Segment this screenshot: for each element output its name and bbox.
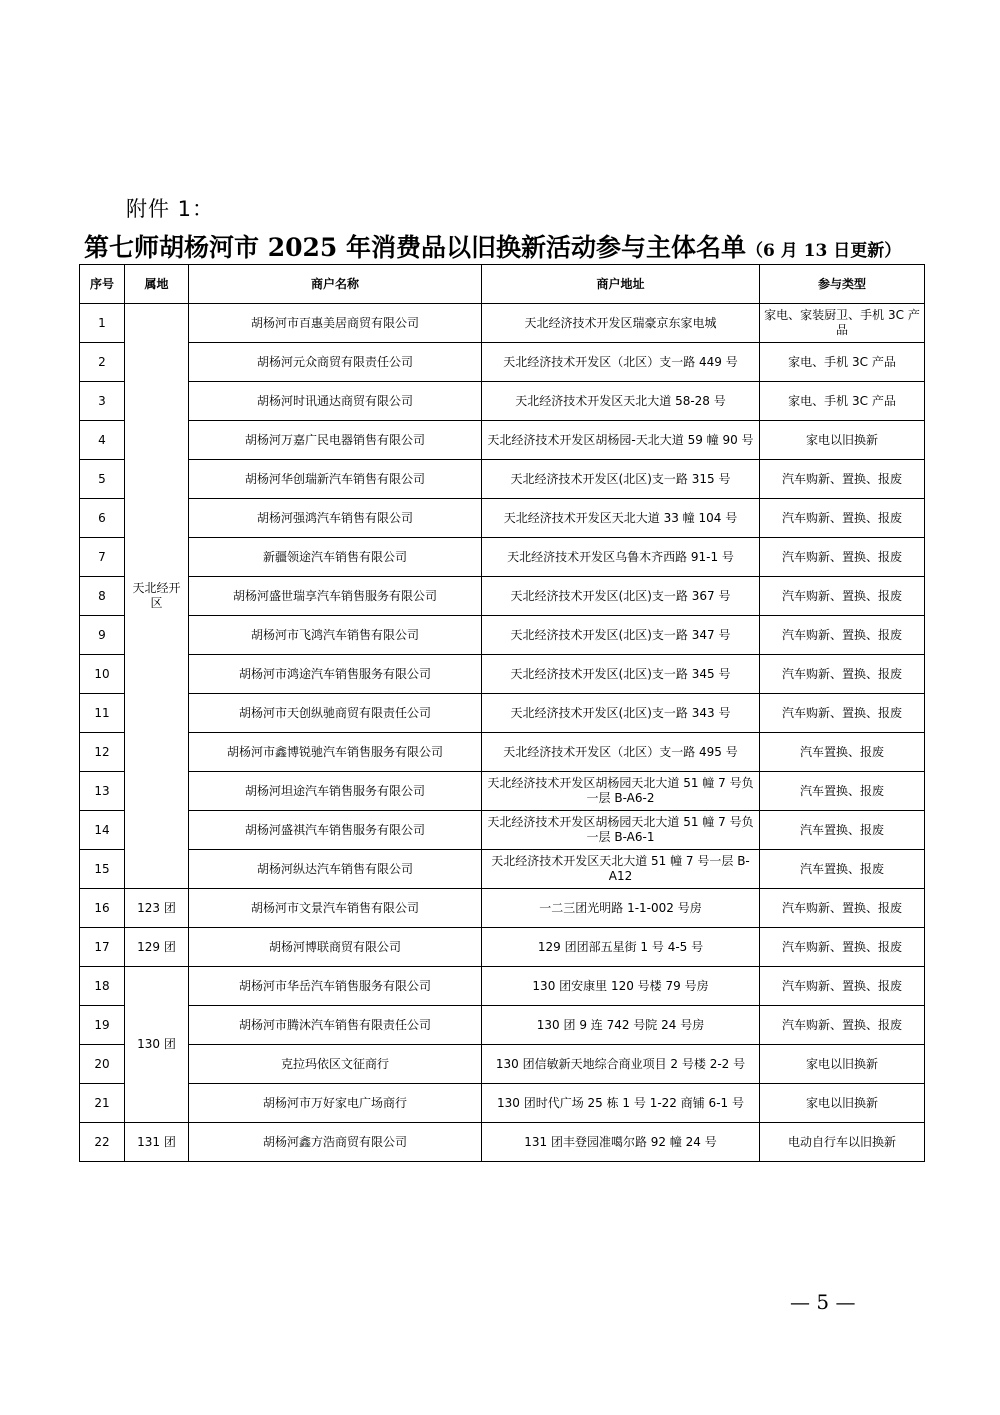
document-title: [84, 228, 984, 264]
row-number: 4: [80, 421, 125, 460]
row-number: 7: [80, 538, 125, 577]
table-row: [80, 811, 925, 850]
row-number: 8: [80, 577, 125, 616]
merchant-address: 天北经济技术开发区（北区）支一路 495 号: [482, 733, 760, 772]
merchant-name: 胡杨河时讯通达商贸有限公司: [189, 382, 482, 421]
participation-type: 汽车购新、置换、报废: [760, 460, 925, 499]
merchant-name: 胡杨河市华岳汽车销售服务有限公司: [189, 967, 482, 1006]
merchant-name: 胡杨河万嘉广民电器销售有限公司: [189, 421, 482, 460]
merchant-address: 天北经济技术开发区天北大道 33 幢 104 号: [482, 499, 760, 538]
merchant-address: 130 团时代广场 25 栋 1 号 1-22 商铺 6-1 号: [482, 1084, 760, 1123]
header-region: 属地: [125, 265, 189, 304]
table-row: [80, 382, 925, 421]
merchant-address: 天北经济技术开发区天北大道 51 幢 7 号一层 B-A12: [482, 850, 760, 889]
merchant-address: 天北经济技术开发区(北区)支一路 367 号: [482, 577, 760, 616]
merchant-address: 130 团安康里 120 号楼 79 号房: [482, 967, 760, 1006]
row-number: 21: [80, 1084, 125, 1123]
row-number: 16: [80, 889, 125, 928]
merchant-address: 天北经济技术开发区胡杨园天北大道 51 幢 7 号负一层 B-A6-2: [482, 772, 760, 811]
row-number: 13: [80, 772, 125, 811]
row-number: 19: [80, 1006, 125, 1045]
title-main: 第七师胡杨河市 2025 年消费品以旧换新活动参与主体名单: [84, 233, 746, 262]
table-row: [80, 304, 925, 343]
merchant-address: 天北经济技术开发区乌鲁木齐西路 91-1 号: [482, 538, 760, 577]
row-number: 20: [80, 1045, 125, 1084]
merchant-address: 天北经济技术开发区(北区)支一路 343 号: [482, 694, 760, 733]
region-cell: 天北经开区: [125, 304, 189, 889]
merchant-address: 131 团丰登园准噶尔路 92 幢 24 号: [482, 1123, 760, 1162]
table-row: [80, 694, 925, 733]
row-number: 14: [80, 811, 125, 850]
row-number: 12: [80, 733, 125, 772]
participation-type: 家电以旧换新: [760, 1084, 925, 1123]
row-number: 17: [80, 928, 125, 967]
table-row: [80, 616, 925, 655]
participation-type: 汽车购新、置换、报废: [760, 889, 925, 928]
table-row: [80, 343, 925, 382]
merchant-name: 胡杨河市天创纵驰商贸有限责任公司: [189, 694, 482, 733]
merchant-name: 胡杨河坦途汽车销售服务有限公司: [189, 772, 482, 811]
table-row: [80, 1123, 925, 1162]
row-number: 11: [80, 694, 125, 733]
header-no: 序号: [80, 265, 125, 304]
merchant-address: 天北经济技术开发区瑞豪京东家电城: [482, 304, 760, 343]
merchant-address: 129 团团部五星街 1 号 4-5 号: [482, 928, 760, 967]
page-number: — 5 —: [790, 1290, 856, 1314]
merchant-address: 一二三团光明路 1-1-002 号房: [482, 889, 760, 928]
merchant-name: 胡杨河市百惠美居商贸有限公司: [189, 304, 482, 343]
table-row: [80, 538, 925, 577]
row-number: 18: [80, 967, 125, 1006]
table-row: [80, 889, 925, 928]
table-row: [80, 772, 925, 811]
participation-type: 家电以旧换新: [760, 1045, 925, 1084]
region-cell: 129 团: [125, 928, 189, 967]
row-number: 6: [80, 499, 125, 538]
row-number: 9: [80, 616, 125, 655]
region-cell: 123 团: [125, 889, 189, 928]
participation-type: 汽车置换、报废: [760, 772, 925, 811]
participation-type: 电动自行车以旧换新: [760, 1123, 925, 1162]
merchant-name: 胡杨河强鸿汽车销售有限公司: [189, 499, 482, 538]
row-number: 3: [80, 382, 125, 421]
merchant-address: 天北经济技术开发区胡杨园-天北大道 59 幢 90 号: [482, 421, 760, 460]
participation-type: 汽车购新、置换、报废: [760, 499, 925, 538]
table-row: [80, 733, 925, 772]
merchant-name: 胡杨河博联商贸有限公司: [189, 928, 482, 967]
participation-type: 汽车购新、置换、报废: [760, 1006, 925, 1045]
merchant-address: 天北经济技术开发区（北区）支一路 449 号: [482, 343, 760, 382]
merchant-name: 胡杨河盛世瑞享汽车销售服务有限公司: [189, 577, 482, 616]
participation-type: 汽车置换、报废: [760, 733, 925, 772]
participation-type: 汽车购新、置换、报废: [760, 538, 925, 577]
participation-type: 汽车置换、报废: [760, 811, 925, 850]
participation-type: 汽车购新、置换、报废: [760, 616, 925, 655]
table-row: [80, 421, 925, 460]
table-row: [80, 460, 925, 499]
participation-type: 汽车置换、报废: [760, 850, 925, 889]
participation-type: 汽车购新、置换、报废: [760, 694, 925, 733]
header-address: 商户地址: [482, 265, 760, 304]
merchant-name: 胡杨河市鑫博锐驰汽车销售服务有限公司: [189, 733, 482, 772]
table-header-row: [80, 265, 925, 304]
merchant-name: 新疆领途汽车销售有限公司: [189, 538, 482, 577]
participation-type: 汽车购新、置换、报废: [760, 577, 925, 616]
row-number: 5: [80, 460, 125, 499]
table-row: [80, 1084, 925, 1123]
participation-type: 家电、手机 3C 产品: [760, 382, 925, 421]
header-name: 商户名称: [189, 265, 482, 304]
merchant-name: 胡杨河市飞鸿汽车销售有限公司: [189, 616, 482, 655]
attachment-label: 附件 1：: [126, 197, 215, 221]
header-type: 参与类型: [760, 265, 925, 304]
merchant-name: 胡杨河元众商贸有限责任公司: [189, 343, 482, 382]
merchant-table: [79, 264, 925, 1162]
merchant-address: 130 团信敏新天地综合商业项目 2 号楼 2-2 号: [482, 1045, 760, 1084]
row-number: 1: [80, 304, 125, 343]
table-row: [80, 1045, 925, 1084]
participation-type: 汽车购新、置换、报废: [760, 928, 925, 967]
table-row: [80, 577, 925, 616]
participation-type: 家电以旧换新: [760, 421, 925, 460]
merchant-name: 胡杨河市腾沐汽车销售有限责任公司: [189, 1006, 482, 1045]
merchant-name: 胡杨河鑫方浩商贸有限公司: [189, 1123, 482, 1162]
merchant-address: 天北经济技术开发区(北区)支一路 345 号: [482, 655, 760, 694]
merchant-name: 胡杨河盛祺汽车销售服务有限公司: [189, 811, 482, 850]
table-row: [80, 1006, 925, 1045]
participation-type: 家电、家装厨卫、手机 3C 产品: [760, 304, 925, 343]
merchant-address: 天北经济技术开发区(北区)支一路 315 号: [482, 460, 760, 499]
table-row: [80, 928, 925, 967]
row-number: 15: [80, 850, 125, 889]
table-row: [80, 967, 925, 1006]
merchant-name: 胡杨河市鸿途汽车销售服务有限公司: [189, 655, 482, 694]
merchant-name: 胡杨河纵达汽车销售有限公司: [189, 850, 482, 889]
participation-type: 家电、手机 3C 产品: [760, 343, 925, 382]
merchant-name: 胡杨河市万好家电广场商行: [189, 1084, 482, 1123]
merchant-name: 克拉玛依区文征商行: [189, 1045, 482, 1084]
region-cell: 131 团: [125, 1123, 189, 1162]
participation-type: 汽车购新、置换、报废: [760, 655, 925, 694]
table-row: [80, 655, 925, 694]
merchant-name: 胡杨河华创瑞新汽车销售有限公司: [189, 460, 482, 499]
title-update-date: （6 月 13 日更新）: [746, 241, 902, 261]
merchant-address: 天北经济技术开发区(北区)支一路 347 号: [482, 616, 760, 655]
table-row: [80, 499, 925, 538]
row-number: 10: [80, 655, 125, 694]
table-body: [80, 304, 925, 1162]
merchant-address: 天北经济技术开发区天北大道 58-28 号: [482, 382, 760, 421]
merchant-address: 天北经济技术开发区胡杨园天北大道 51 幢 7 号负一层 B-A6-1: [482, 811, 760, 850]
region-cell: 130 团: [125, 967, 189, 1123]
merchant-address: 130 团 9 连 742 号院 24 号房: [482, 1006, 760, 1045]
merchant-name: 胡杨河市文景汽车销售有限公司: [189, 889, 482, 928]
row-number: 22: [80, 1123, 125, 1162]
row-number: 2: [80, 343, 125, 382]
participation-type: 汽车购新、置换、报废: [760, 967, 925, 1006]
table-row: [80, 850, 925, 889]
